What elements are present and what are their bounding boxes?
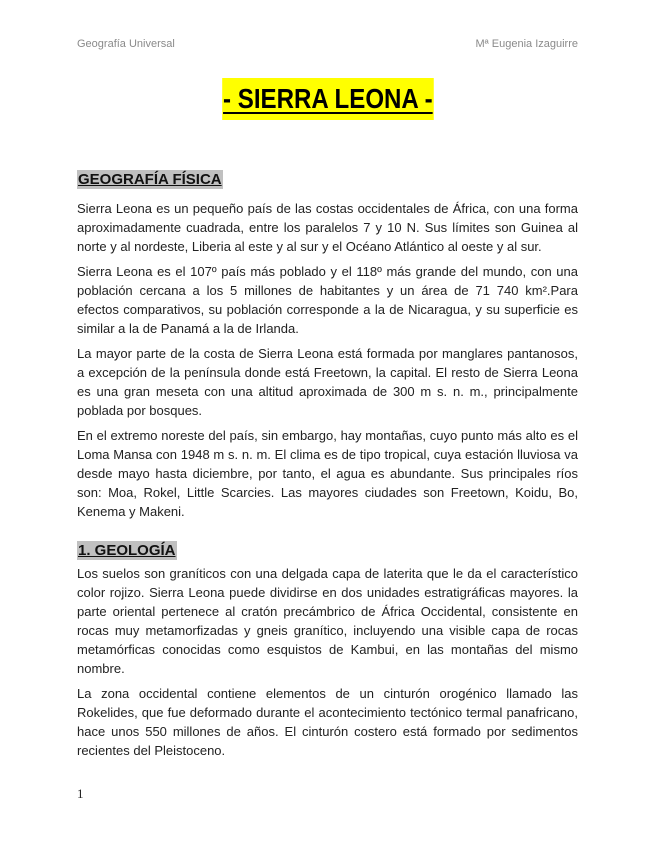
page-title: - SIERRA LEONA - bbox=[222, 78, 433, 120]
paragraph: La zona occidental contiene elementos de un cinturón orogénico llamado las Rokelides, que fue deformado durante el acontecimiento tectónico termal panafricano, hace unos 550 millones de años. El cinturón costero está formado por sedimentos recientes del Pleistoceno. bbox=[77, 686, 578, 758]
page-number: 1 bbox=[77, 786, 84, 801]
section-geologia bbox=[77, 541, 578, 760]
title-container bbox=[0, 78, 655, 120]
section-heading-geologia: 1. GEOLOGÍA bbox=[78, 542, 176, 559]
section-heading-geografia-fisica: GEOGRAFÍA FÍSICA bbox=[78, 171, 222, 188]
paragraph: Sierra Leona es un pequeño país de las costas occidentales de África, con una forma aproximadamente cuadrada, entre los paralelos 7 y 10 N. Sus límites son Guinea al norte y al nordeste, Liberia al este y al sur y el Océano Atlántico al oeste y al sur. bbox=[77, 201, 578, 254]
paragraph: La mayor parte de la costa de Sierra Leona está formada por manglares pantanosos, a excepción de la península donde está Freetown, la capital. El resto de Sierra Leona es una gran meseta con una altitud aproximada de 300 m s. n. m., principalmente poblada por bosques. bbox=[77, 346, 578, 418]
document-body bbox=[77, 170, 578, 766]
section-geografia-fisica bbox=[77, 170, 578, 521]
header-left: Geografía Universal bbox=[77, 38, 175, 50]
paragraph: Sierra Leona es el 107º país más poblado y el 118º más grande del mundo, con una población cercana a los 5 millones de habitantes y un área de 71 740 km².Para efectos comparativos, su población corresponde a la de Nicaragua, y su superficie es similar a la de Panamá a la de Irlanda. bbox=[77, 264, 578, 336]
paragraph: En el extremo noreste del país, sin embargo, hay montañas, cuyo punto más alto es el Loma Mansa con 1948 m s. n. m. El clima es de tipo tropical, cuya estación lluviosa va desde mayo hasta diciembre, por tanto, el agua es abundante. Sus principales ríos son: Moa, Rokel, Little Scarcies. Las mayores ciudades son Freetown, Koidu, Bo, Kenema y Makeni. bbox=[77, 428, 578, 519]
header-right: Mª Eugenia Izaguirre bbox=[475, 38, 578, 50]
paragraph: Los suelos son graníticos con una delgada capa de laterita que le da el característico color rojizo. Sierra Leona puede dividirse en dos unidades estratigráficas mayores. la parte oriental pertenece al cratón precámbrico de África Occidental, consistente en rocas muy metamorfizadas y gneis granítico, incluyendo una visible capa de rocas metamórficas conocidas como esquistos de Kambui, en las montañas del mismo nombre. bbox=[77, 566, 578, 676]
